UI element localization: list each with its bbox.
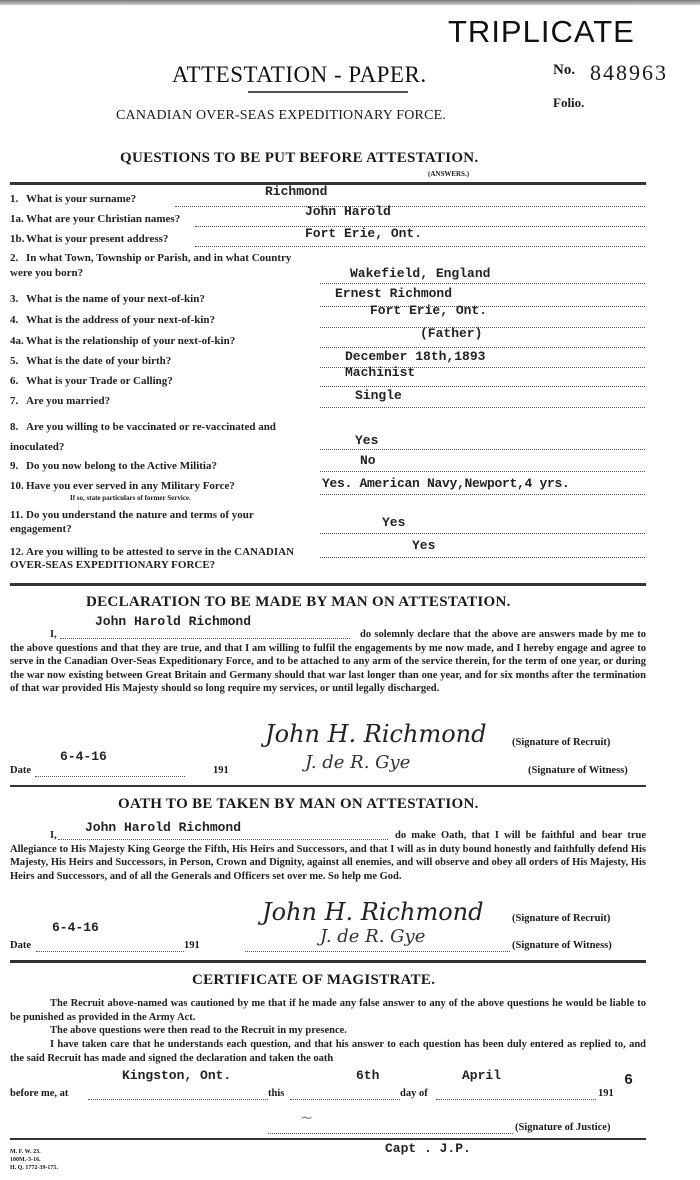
question-10-note: If so, state particulars of former Service.: [70, 494, 191, 502]
number-label: No.: [553, 62, 576, 78]
answer-line: [320, 494, 645, 495]
oath-year-prefix: 191: [184, 940, 200, 951]
declaration-date: 6-4-16: [60, 749, 107, 764]
declaration-title: DECLARATION TO BE MADE BY MAN ON ATTESTATION.: [86, 594, 511, 610]
witness-line: [245, 951, 510, 952]
oath-recruit-signature-label: (Signature of Recruit): [512, 913, 611, 924]
section-divider: [10, 583, 646, 586]
date-line: [35, 776, 185, 777]
document-title: ATTESTATION - PAPER.: [172, 62, 427, 87]
oath-name: John Harold Richmond: [85, 820, 242, 835]
answer-line: [320, 386, 645, 387]
form-code: M. F. W. 23. 100M.-3-16. H. Q. 1772-39-175.: [10, 1149, 58, 1171]
certificate-year-suffix: 6: [624, 1072, 634, 1089]
oath-witness-signature-label: (Signature of Witness): [512, 940, 612, 951]
answer-next-of-kin-address: Fort Erie, Ont.: [370, 303, 488, 318]
copy-label: TRIPLICATE: [448, 14, 635, 49]
questions-section-title: QUESTIONS TO BE PUT BEFORE ATTESTATION.: [120, 150, 479, 166]
attestation-month: April: [462, 1068, 502, 1083]
section-divider: [10, 785, 646, 787]
answer-line: [320, 407, 645, 408]
title-underline: [248, 91, 408, 93]
question-1: 1. What is your surname?: [10, 193, 137, 205]
answer-willing-to-attest: Yes: [412, 538, 436, 553]
answer-active-militia: No: [360, 453, 376, 468]
recruit-signature: John H. Richmond: [265, 720, 487, 748]
answer-line: [320, 327, 645, 328]
date-line: [36, 951, 184, 952]
answer-married: Single: [355, 388, 402, 403]
answer-line: [320, 557, 645, 558]
recruit-signature-label: (Signature of Recruit): [512, 737, 611, 748]
attestation-day: 6th: [356, 1068, 380, 1083]
certificate-year-prefix: 191: [598, 1088, 614, 1099]
place-line: [88, 1099, 268, 1100]
answer-line: [320, 471, 645, 472]
answer-trade: Machinist: [345, 365, 416, 380]
day-line: [290, 1099, 400, 1100]
answer-vaccinated: Yes: [355, 433, 379, 448]
question-10: 10. Have you ever served in any Military Force?: [10, 480, 235, 492]
question-7: 7. Are you married?: [10, 395, 111, 407]
question-8: 8. Are you willing to be vaccinated or re-vaccinated and inoculated?: [10, 421, 276, 453]
question-4a: 4a. What is the relationship of your next-of-kin?: [10, 335, 236, 347]
answer-surname: Richmond: [265, 184, 328, 199]
before-me-label: before me, at: [10, 1088, 69, 1099]
answer-military-service: Yes. American Navy,Newport,4 yrs.: [322, 476, 570, 491]
answer-next-of-kin-name: Ernest Richmond: [335, 286, 453, 301]
answer-date-of-birth: December 18th,1893: [345, 349, 486, 364]
declaration-i: I,: [50, 629, 57, 640]
question-1a: 1a. What are your Christian names?: [10, 213, 181, 225]
answer-present-address: Fort Erie, Ont.: [305, 226, 423, 241]
folio-label: Folio.: [553, 95, 585, 110]
justice-signature: ~: [300, 1108, 314, 1127]
oath-title: OATH TO BE TAKEN BY MAN ON ATTESTATION.: [118, 796, 479, 812]
month-line: [436, 1099, 596, 1100]
oath-date: 6-4-16: [52, 920, 99, 935]
justice-signature-line: [268, 1133, 513, 1134]
oath-witness-signature: J. de R. Gye: [320, 926, 426, 947]
answer-understand-terms: Yes: [382, 515, 406, 530]
answer-line: [195, 246, 645, 247]
certificate-title: CERTIFICATE OF MAGISTRATE.: [192, 972, 436, 988]
section-divider: [10, 960, 646, 963]
oath-i: I,: [50, 830, 57, 841]
header-divider: [10, 182, 646, 185]
certificate-para-3: I have taken care that he understands each question, and that his answer to each question has been duly entered as replied to, and the said Recruit has made and signed the declaration and taken the oath: [10, 1039, 646, 1064]
question-3: 3. What is the name of your next-of-kin?: [10, 293, 205, 305]
answer-line: [320, 283, 645, 284]
question-9: 9. Do you now belong to the Active Militia?: [10, 460, 217, 472]
answers-column-label: (ANSWERS.): [428, 170, 470, 178]
date-label: Date: [10, 765, 31, 776]
witness-signature: J. de R. Gye: [305, 752, 411, 773]
answer-line: [175, 206, 645, 207]
declaration-text: do solemnly declare that the above are answers made by me to the above questions and that they are true, and that I am willing to fulfil the engagements by me now made, and I hereby engage and agree to serve in the Canadian Over-Seas Expeditionary Force, and to be attached to any arm of the service therein, for the term of one year, or during the war now existing between Great Britain and Germany should that war last longer than one year, and for six months after the termination of that war provided His Majesty should so long require my services, or until legally discharged.: [10, 629, 646, 694]
year-prefix: 191: [213, 765, 229, 776]
document-subtitle: CANADIAN OVER-SEAS EXPEDITIONARY FORCE.: [116, 108, 447, 123]
justice-signature-label: (Signature of Justice): [515, 1122, 611, 1133]
declaration-name: John Harold Richmond: [95, 614, 252, 629]
question-1b: 1b. What is your present address?: [10, 233, 169, 245]
witness-signature-label: (Signature of Witness): [528, 765, 628, 776]
attestation-place: Kingston, Ont.: [122, 1068, 232, 1083]
question-2: 2. In what Town, Township or Parish, and in what Country were you born?: [10, 252, 292, 279]
question-12: 12. Are you willing to be attested to serve in the CANADIAN OVER-SEAS EXPEDITIONARY FORCE?: [10, 546, 295, 571]
answer-line: [320, 449, 645, 450]
question-4: 4. What is the address of your next-of-kin?: [10, 314, 216, 326]
certificate-para-1: The Recruit above-named was cautioned by me that if he made any false answer to any of the above questions he would be liable to be punished as provided in the Army Act.: [10, 998, 646, 1023]
certificate-para-2: The above questions were then read to the Recruit in my presence.: [50, 1025, 347, 1036]
bottom-divider: [10, 1138, 646, 1140]
day-of-label: day of: [400, 1088, 428, 1099]
question-5: 5. What is the date of your birth?: [10, 355, 172, 367]
scan-top-edge: [0, 0, 700, 5]
answer-relationship: (Father): [420, 326, 483, 341]
oath-date-label: Date: [10, 940, 31, 951]
oath-text: do make Oath, that I will be faithful and bear true Allegiance to His Majesty King George the Fifth, His Heirs and Successors, and that I will as in duty bound honestly and faithfully defend His Majesty, His Heirs and Successors, in Person, Crown and Dignity, against all enemies, and will observe and obey all orders of His Majesty, His Heirs and Successors, and of all the Generals and Officers set over me. So help me God.: [10, 830, 646, 882]
question-11: 11. Do you understand the nature and terms of your engagement?: [10, 509, 254, 535]
answer-line: [320, 347, 645, 348]
answer-christian-names: John Harold: [305, 204, 391, 219]
justice-title: Capt . J.P.: [385, 1141, 471, 1156]
answer-line: [320, 533, 645, 534]
oath-recruit-signature: John H. Richmond: [262, 898, 484, 926]
this-label: this: [268, 1088, 285, 1099]
regimental-number: 848963: [590, 60, 668, 85]
question-6: 6. What is your Trade or Calling?: [10, 375, 173, 387]
answer-birthplace: Wakefield, England: [350, 266, 491, 281]
